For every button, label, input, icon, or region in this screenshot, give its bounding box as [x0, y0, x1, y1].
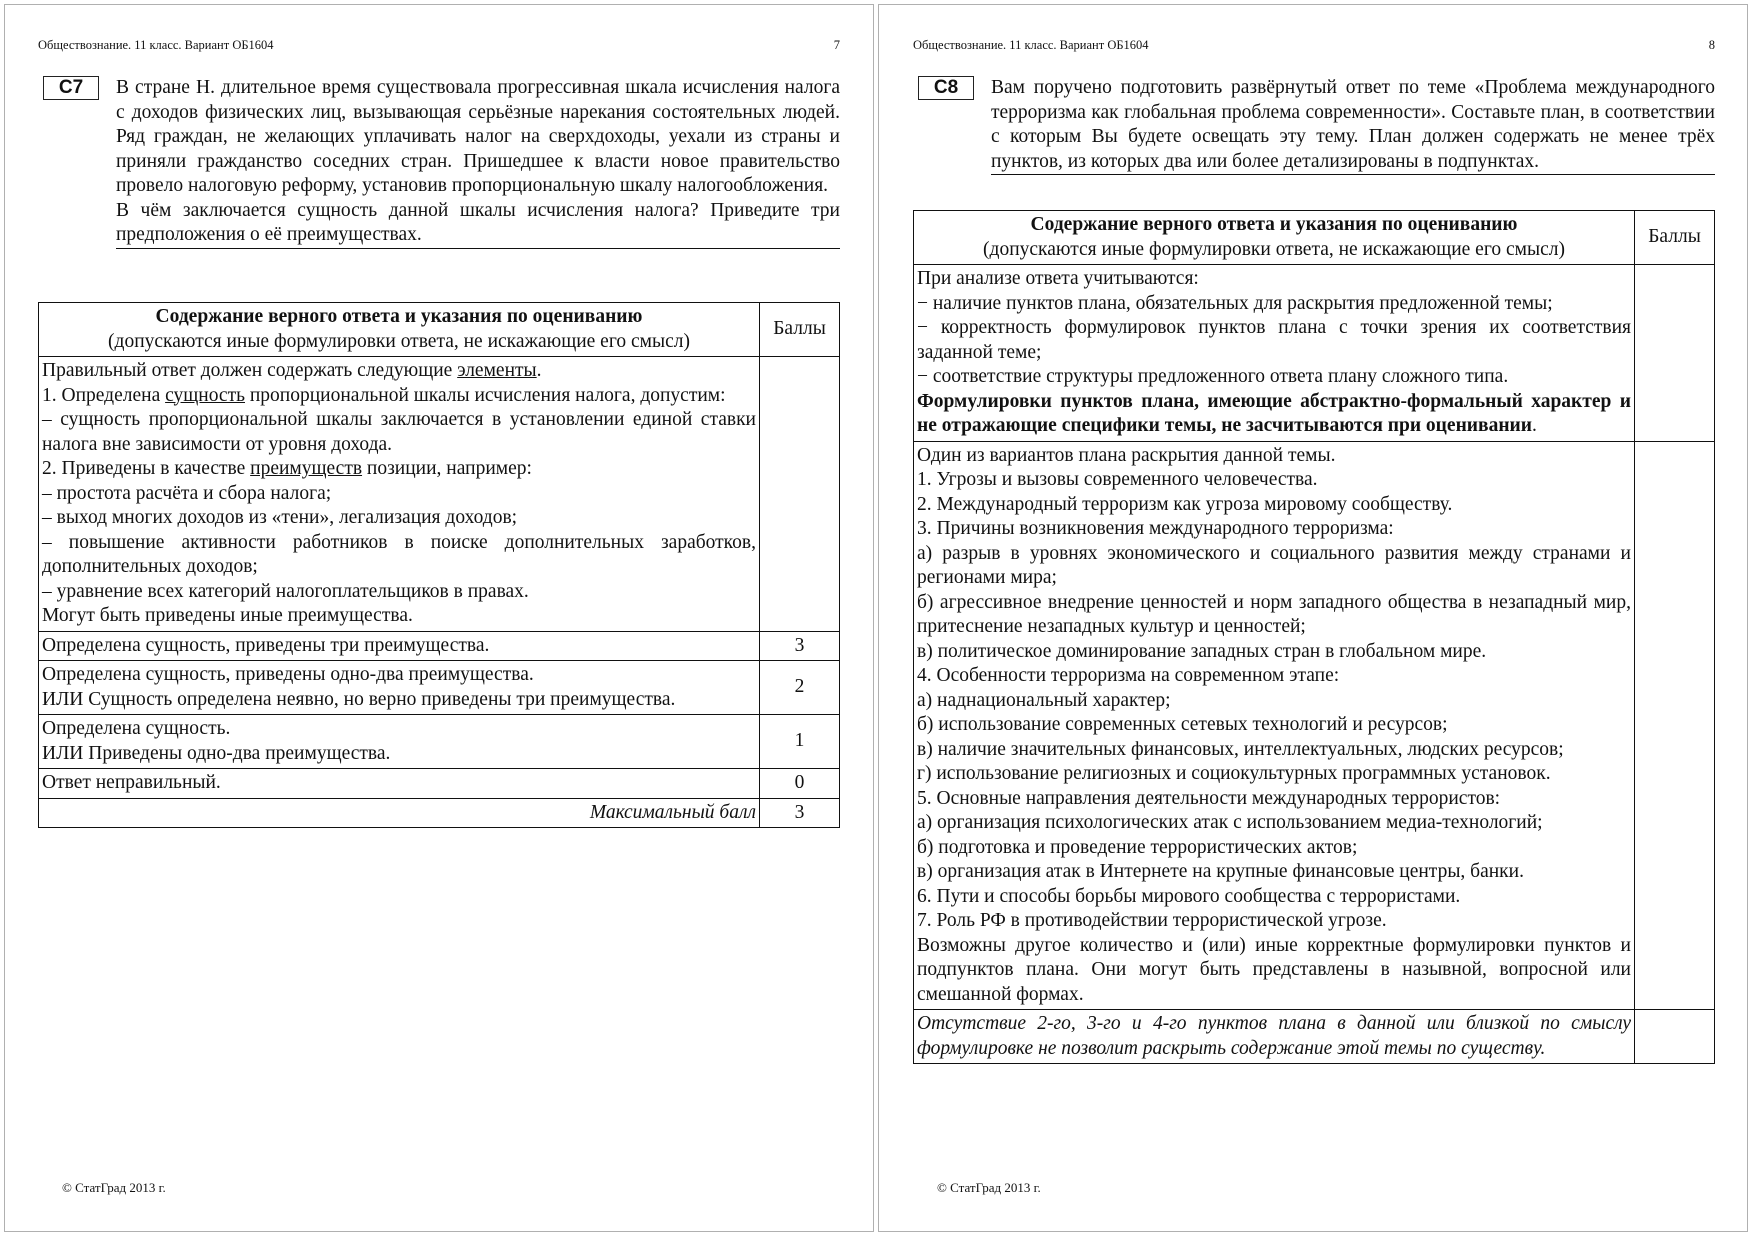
table-header-title: Содержание верного ответа и указания по оцениванию — [1030, 214, 1518, 235]
task-c8 — [913, 76, 1715, 175]
task-c7-text — [116, 76, 840, 249]
criterion-line: ИЛИ Приведены одно-два преимущества. — [42, 742, 391, 764]
criterion-cell — [39, 661, 760, 715]
task-label-c8: С8 — [918, 76, 974, 100]
header-title: Обществознание. 11 класс. Вариант ОБ1604 — [913, 38, 1149, 52]
criteria-line: − соответствие структуры предложенного ответа плану сложного типа. — [917, 366, 1509, 387]
content-line — [42, 359, 756, 384]
content-line: – уравнение всех категорий налогоплательщиков в правах. — [42, 580, 529, 602]
page-header — [913, 38, 1715, 56]
criterion-cell — [39, 769, 760, 799]
plan-line: г) использование религиозных и социокультурных программных установок. — [917, 763, 1551, 784]
empty-score-cell — [760, 357, 840, 632]
content-line: – выход многих доходов из «тени», легализация доходов; — [42, 507, 518, 528]
criteria-line: При анализе ответа учитываются: — [917, 268, 1199, 289]
criteria-line: − наличие пунктов плана, обязательных для раскрытия предложенной темы; — [917, 292, 1553, 314]
task-c8-paragraph: Вам поручено подготовить развёрнутый ответ по теме «Проблема международного терроризма как глобальная проблема современности». Составьте план, в соответствии с которым Вы будете освещать эту тему. План должен содержать не менее трёх пунктов, из которых два или более детализированы в подпунктах. — [991, 77, 1715, 172]
task-c7 — [38, 76, 840, 249]
table-row-max — [39, 798, 840, 828]
table-row-plan — [914, 441, 1715, 1010]
plan-line: 3. Причины возникновения международного терроризма: — [917, 518, 1394, 539]
plan-line: в) политическое доминирование западных стран в глобальном мире. — [917, 640, 1487, 662]
task-c8-text — [991, 76, 1715, 175]
text-span: 2. Приведены в качестве — [42, 458, 251, 479]
criterion-line: Определена сущность, приведены три преимущества. — [42, 634, 490, 656]
table-row — [39, 769, 840, 799]
text-span: . — [1532, 415, 1537, 436]
underlined-text: элементы — [457, 360, 537, 381]
criteria-cell — [914, 265, 1635, 442]
answer-content — [39, 357, 760, 632]
task-c7-paragraph-2: В чём заключается сущность данной шкалы исчисления налога? Приведите три предположения о её преимуществах. — [116, 199, 840, 245]
criterion-line: Определена сущность. — [42, 718, 231, 739]
plan-line: а) организация психологических атак с использованием медиа-технологий; — [917, 812, 1543, 833]
criterion-line: ИЛИ Сущность определена неявно, но верно приведены три преимущества. — [42, 688, 676, 710]
empty-score-cell — [1635, 441, 1715, 1010]
plan-cell — [914, 441, 1635, 1010]
table-header-score: Баллы — [1635, 211, 1715, 265]
table-row — [39, 715, 840, 769]
table-header-note: (допускаются иные формулировки ответа, не искажающие его смысл) — [108, 330, 690, 352]
plan-line: 6. Пути и способы борьбы мирового сообщества с террористами. — [917, 885, 1461, 907]
table-row-content — [39, 357, 840, 632]
plan-line: в) наличие значительных финансовых, интеллектуальных, людских ресурсов; — [917, 738, 1564, 760]
criterion-cell — [39, 715, 760, 769]
plan-line: а) наднациональный характер; — [917, 689, 1171, 711]
table-header-note: (допускаются иные формулировки ответа, не искажающие его смысл) — [983, 238, 1565, 260]
criteria-line: − корректность формулировок пунктов плана с точки зрения их соответствия заданной теме; — [917, 317, 1631, 363]
plan-line: б) подготовка и проведение террористических актов; — [917, 836, 1358, 858]
content-line: – сущность пропорциональной шкалы заключается в установлении единой ставки налога вне зависимости от уровня дохода. — [42, 409, 756, 455]
page-8 — [913, 0, 1715, 1239]
table-header-score: Баллы — [760, 303, 840, 357]
score-cell: 0 — [760, 769, 840, 799]
criteria-line — [917, 390, 1631, 439]
plan-line: б) агрессивное внедрение ценностей и норм западного общества в незападный мир, притеснение незападных культур и ценностей; — [917, 591, 1631, 637]
table-header-content — [39, 303, 760, 357]
table-row-criteria — [914, 265, 1715, 442]
text-span: . — [536, 360, 542, 381]
bold-text: Формулировки пунктов плана, имеющие абстрактно-формальный характер и не отражающие специфики темы, не засчитываются при оценивании — [917, 390, 1631, 436]
empty-score-cell — [1635, 265, 1715, 442]
note-cell — [914, 1010, 1635, 1064]
page-footer: © СтатГрад 2013 г. — [937, 1180, 1041, 1195]
content-line: Могут быть приведены иные преимущества. — [42, 605, 413, 626]
table-header-row — [914, 211, 1715, 265]
table-header-title: Содержание верного ответа и указания по оцениванию — [155, 306, 643, 327]
text-span: пропорциональной шкалы исчисления налога, допустим: — [245, 384, 726, 406]
content-line: – повышение активности работников в поиске дополнительных заработков, дополнительных доходов; — [42, 531, 756, 577]
table-header-content — [914, 211, 1635, 265]
plan-line: в) организация атак в Интернете на крупные финансовые центры, банки. — [917, 861, 1524, 882]
plan-line: 2. Международный терроризм как угроза мировому сообществу. — [917, 493, 1453, 515]
page-footer: © СтатГрад 2013 г. — [62, 1180, 166, 1195]
plan-line: Один из вариантов плана раскрытия данной темы. — [917, 444, 1336, 466]
empty-score-cell — [1635, 1010, 1715, 1064]
underlined-text: сущность — [165, 384, 245, 406]
max-score-value: 3 — [760, 798, 840, 828]
page-header — [38, 38, 840, 56]
score-cell: 2 — [760, 661, 840, 715]
header-title: Обществознание. 11 класс. Вариант ОБ1604 — [38, 38, 274, 52]
content-line — [42, 457, 756, 482]
underlined-text: преимуществ — [250, 458, 363, 479]
table-row — [39, 661, 840, 715]
table-row — [39, 631, 840, 661]
text-span: позиции, например: — [362, 458, 532, 479]
task-c7-paragraph-1: В стране Н. длительное время существовала прогрессивная шкала исчисления налога с доходов физических лиц, вызывающая серьёзные нарекания состоятельных людей. Ряд граждан, не желающих уплачивать налог на сверхдоходы, уехали из страны и приняли гражданство соседних стран. Пришедшее к власти новое правительство провело налоговую реформу, установив пропорциональную шкалу налогообложения. — [116, 77, 840, 196]
c8-scoring-table — [913, 210, 1715, 1064]
page-7 — [38, 0, 840, 1239]
score-cell: 1 — [760, 715, 840, 769]
content-line: – простота расчёта и сбора налога; — [42, 482, 332, 504]
criterion-cell — [39, 631, 760, 661]
plan-line: Возможны другое количество и (или) иные корректные формулировки пунктов и подпунктов плана. Они могут быть представлены в назывной, вопросной или смешанной формах. — [917, 934, 1631, 1005]
task-label-c7: С7 — [43, 76, 99, 100]
score-cell: 3 — [760, 631, 840, 661]
c7-scoring-table — [38, 302, 840, 828]
plan-line: а) разрыв в уровнях экономического и социального развития между странами и регионами мира; — [917, 542, 1631, 588]
plan-line: 4. Особенности терроризма на современном этапе: — [917, 665, 1340, 686]
note-text: Отсутствие 2-го, 3-го и 4-го пунктов плана в данной или близкой по смыслу формулировке не позволит раскрыть содержание этой темы по существу. — [917, 1013, 1631, 1059]
page-number: 7 — [833, 38, 840, 52]
plan-line: 5. Основные направления деятельности международных террористов: — [917, 787, 1501, 809]
text-span: 1. Определена — [42, 384, 166, 406]
plan-line: 1. Угрозы и вызовы современного человечества. — [917, 469, 1318, 490]
text-span: Правильный ответ должен содержать следующие — [42, 360, 458, 381]
table-header-row — [39, 303, 840, 357]
content-line — [42, 384, 756, 409]
criterion-line: Ответ неправильный. — [42, 772, 221, 793]
plan-line: 7. Роль РФ в противодействии террористической угрозе. — [917, 910, 1387, 931]
page-number: 8 — [1708, 38, 1715, 52]
max-score-label: Максимальный балл — [39, 798, 760, 828]
criterion-line: Определена сущность, приведены одно-два преимущества. — [42, 664, 534, 685]
table-row-note — [914, 1010, 1715, 1064]
plan-line: б) использование современных сетевых технологий и ресурсов; — [917, 714, 1448, 735]
